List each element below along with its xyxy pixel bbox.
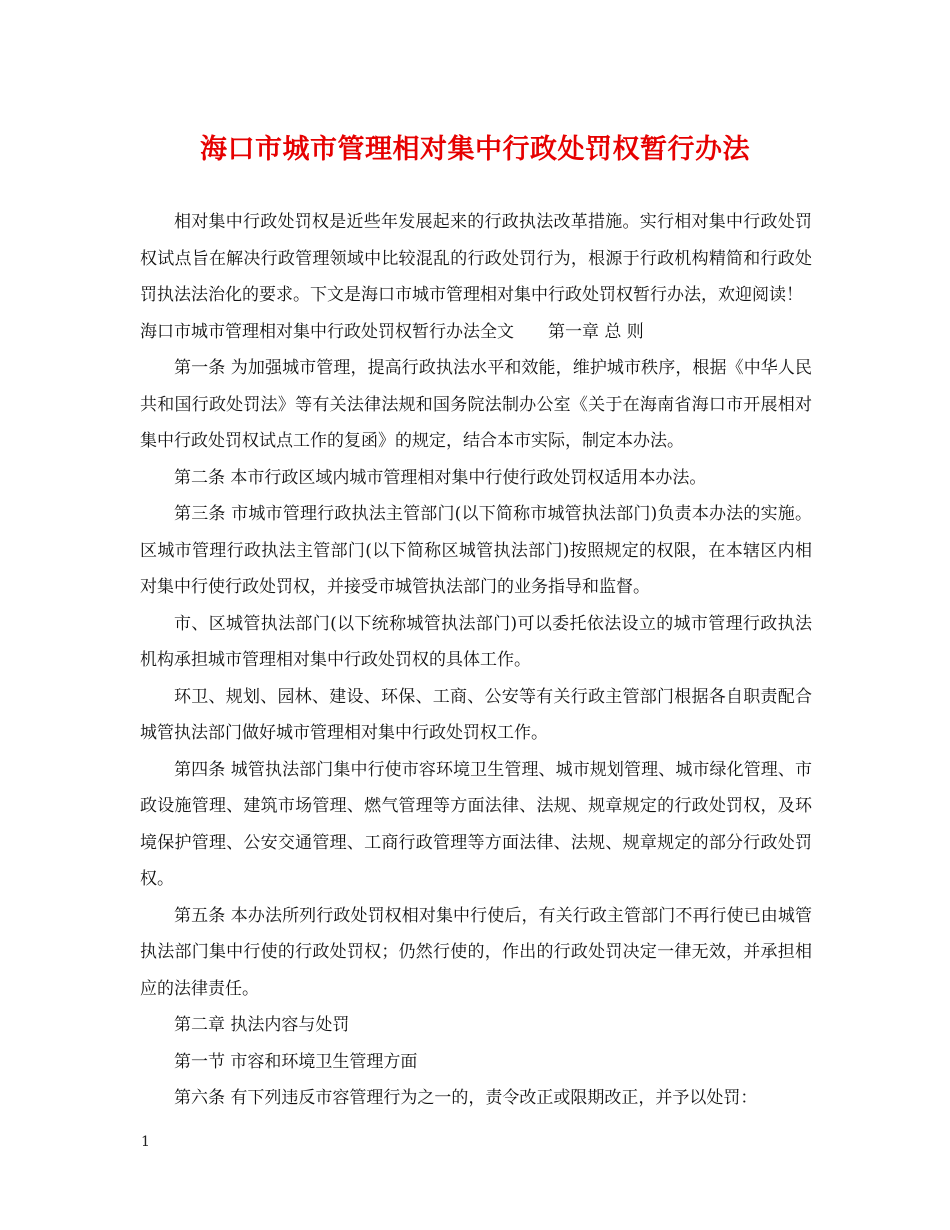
paragraph-intro: 相对集中行政处罚权是近些年发展起来的行政执法改革措施。实行相对集中行政处罚权试点旨在解决行政管理领域中比较混乱的行政处罚行为，根源于行政机构精简和行政处罚执法法治化的要求。下文是海口市城市管理相对集中行政处罚权暂行办法，欢迎阅读！ <box>140 212 812 305</box>
page-number: 1 <box>141 1134 150 1150</box>
paragraph-chapter-2: 第二章 执法内容与处罚 <box>174 1015 350 1035</box>
paragraph-chapter-heading: 海口市城市管理相对集中行政处罚权暂行办法全文 第一章 总 则 <box>140 321 644 342</box>
paragraph-article-3: 第三条 市城市管理行政执法主管部门(以下简称市城管执法部门)负责本办法的实施。区城市管理行政执法主管部门(以下简称区城管执法部门)按照规定的权限，在本辖区内相对集中行使行政处罚权，并接受市城管执法部门的业务指导和监督。 <box>140 504 812 597</box>
paragraph-article-3-clause-2: 市、区城管执法部门(以下统称城管执法部门)可以委托依法设立的城市管理行政执法机构承担城市管理相对集中行政处罚权的具体工作。 <box>140 613 812 670</box>
paragraph-article-4: 第四条 城管执法部门集中行使市容环境卫生管理、城市规划管理、城市绿化管理、市政设施管理、建筑市场管理、燃气管理等方面法律、法规、规章规定的行政处罚权，及环境保护管理、公安交通管理、工商行政管理等方面法律、法规、规章规定的部分行政处罚权。 <box>140 759 812 889</box>
paragraph-section-1: 第一节 市容和环境卫生管理方面 <box>174 1051 418 1072</box>
document-title: 海口市城市管理相对集中行政处罚权暂行办法 <box>200 134 750 165</box>
paragraph-article-6: 第六条 有下列违反市容管理行为之一的，责令改正或限期改正，并予以处罚： <box>174 1088 758 1108</box>
paragraph-article-3-clause-3: 环卫、规划、园林、建设、环保、工商、公安等有关行政主管部门根据各自职责配合城管执法部门做好城市管理相对集中行政处罚权工作。 <box>140 686 812 743</box>
document-body <box>140 204 812 1117</box>
paragraph-article-1: 第一条 为加强城市管理，提高行政执法水平和效能，维护城市秩序，根据《中华人民共和国行政处罚法》等有关法律法规和国务院法制办公室《关于在海南省海口市开展相对集中行政处罚权试点工作的复函》的规定，结合本市实际，制定本办法。 <box>140 358 812 451</box>
paragraph-article-2: 第二条 本市行政区域内城市管理相对集中行使行政处罚权适用本办法。 <box>174 467 707 488</box>
paragraph-article-5: 第五条 本办法所列行政处罚权相对集中行使后，有关行政主管部门不再行使已由城管执法部门集中行使的行政处罚权；仍然行使的，作出的行政处罚决定一律无效，并承担相应的法律责任。 <box>140 905 812 999</box>
